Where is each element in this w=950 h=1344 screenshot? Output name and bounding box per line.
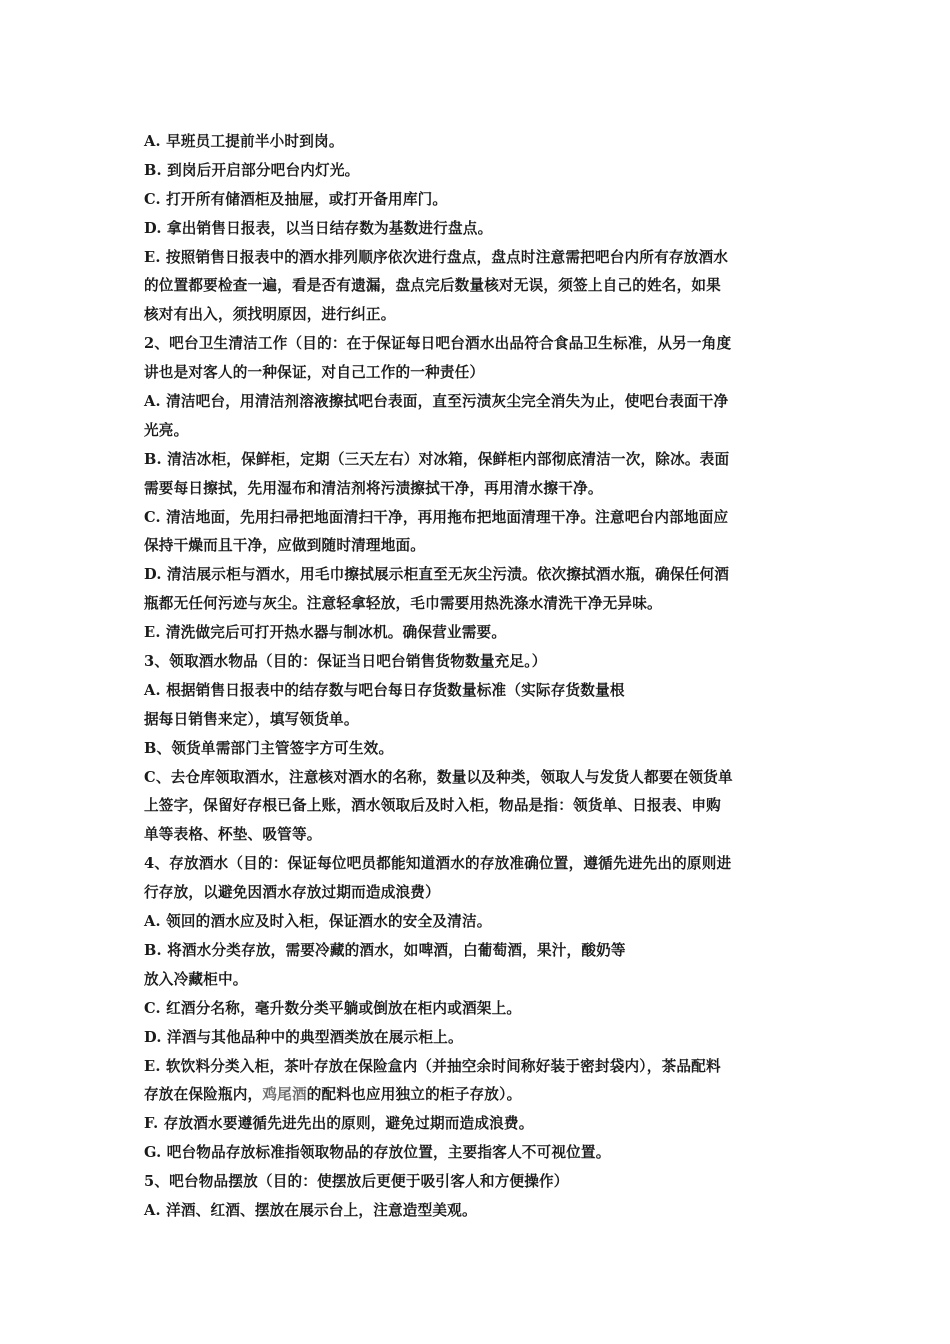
text-line: D. 拿出销售日报表，以当日结存数为基数进行盘点。 [144, 219, 493, 237]
text-line: D. 清洁展示柜与酒水，用毛巾擦拭展示柜直至无灰尘污渍。依次擦拭酒水瓶，确保任何酒 [144, 566, 730, 584]
text-line: G. 吧台物品存放标准指领取物品的存放位置，主要指客人不可视位置。 [144, 1144, 611, 1162]
text-line: B. 清洁冰柜，保鲜柜，定期（三天左右）对冰箱，保鲜柜内部彻底清洁一次，除冰。表面 [144, 450, 730, 468]
text-line: A. 领回的酒水应及时入柜，保证酒水的安全及清洁。 [144, 913, 492, 931]
text-line: A. 早班员工提前半小时到岗。 [144, 133, 344, 150]
text-line: C. 打开所有储酒柜及抽屉，或打开备用库门。 [144, 190, 448, 208]
section-heading-5: 5、吧台物品摆放（目的：使摆放后更便于吸引客人和方便操作） [144, 1173, 569, 1191]
text-line: 讲也是对客人的一种保证，对自己工作的一种责任） [144, 364, 485, 382]
text-line: A. 洋酒、红酒、摆放在展示台上，注意造型美观。 [144, 1201, 477, 1219]
text-line: A. 根据销售日报表中的结存数与吧台每日存货数量标准（实际存货数量根 [144, 681, 625, 699]
text-line: B. 将酒水分类存放，需要冷藏的酒水，如啤酒，白葡萄酒，果汁，酸奶等 [144, 941, 626, 959]
text-line: 保持干燥而且干净，应做到随时清理地面。 [144, 537, 426, 555]
text-line-with-link [144, 1081, 812, 1110]
text-line: 放入冷藏柜中。 [144, 970, 248, 988]
section-heading-4: 4、存放酒水（目的：保证每位吧员都能知道酒水的存放准确位置，遵循先进先出的原则进 [144, 855, 732, 873]
document-body [144, 128, 812, 1226]
text-line: 的位置都要检查一遍，看是否有遗漏，盘点完后数量核对无误，须签上自己的姓名，如果 [144, 277, 721, 295]
text-line: 需要每日擦拭，先用湿布和清洁剂将污渍擦拭干净，再用清水擦干净。 [144, 479, 603, 497]
text-line: B. 到岗后开启部分吧台内灯光。 [144, 161, 360, 179]
text-line: A. 清洁吧台，用清洁剂溶液擦拭吧台表面，直至污渍灰尘完全消失为止，使吧台表面干净 [144, 393, 729, 411]
text-segment: 存放在保险瓶内， [144, 1086, 263, 1104]
text-line: 光亮。 [144, 421, 189, 439]
text-line: C. 红酒分名称，毫升数分类平躺或倒放在柜内或酒架上。 [144, 999, 522, 1017]
cocktail-link[interactable]: 鸡尾酒 [262, 1086, 307, 1104]
text-line: 行存放，以避免因酒水存放过期而造成浪费） [144, 884, 440, 902]
text-line: B、领货单需部门主管签字方可生效。 [144, 739, 394, 757]
text-line: 核对有出入，须找明原因，进行纠正。 [144, 306, 396, 324]
section-heading-3: 3、领取酒水物品（目的：保证当日吧台销售货物数量充足。） [144, 653, 547, 671]
text-line: C. 清洁地面，先用扫帚把地面清扫干净，再用拖布把地面清理干净。注意吧台内部地面应 [144, 508, 729, 526]
text-line: E. 清洗做完后可打开热水器与制冰机。确保营业需要。 [144, 624, 507, 642]
text-line: 上签字，保留好存根已备上账，酒水领取后及时入柜，物品是指：领货单、日报表、申购 [144, 797, 721, 815]
text-line: C、去仓库领取酒水，注意核对酒水的名称，数量以及种类，领取人与发货人都要在领货单 [144, 768, 733, 786]
text-line: D. 洋酒与其他品种中的典型酒类放在展示柜上。 [144, 1028, 463, 1046]
text-line: E. 软饮料分类入柜，茶叶存放在保险盒内（并抽空余时间称好装于密封袋内），茶品配料 [144, 1057, 721, 1075]
section-heading-2: 2、吧台卫生清洁工作（目的：在于保证每日吧台酒水出品符合食品卫生标准，从另一角度 [144, 335, 732, 353]
text-line: F. 存放酒水要遵循先进先出的原则，避免过期而造成浪费。 [144, 1115, 534, 1133]
text-line: 单等表格、杯垫、吸管等。 [144, 826, 322, 844]
text-line: 瓶都无任何污迹与灰尘。注意轻拿轻放，毛巾需要用热洗涤水清洗干净无异味。 [144, 595, 662, 613]
text-segment: 的配料也应用独立的柜子存放）。 [306, 1086, 522, 1104]
text-line: E. 按照销售日报表中的酒水排列顺序依次进行盘点，盘点时注意需把吧台内所有存放酒水 [144, 248, 729, 266]
text-line: 据每日销售来定），填写领货单。 [144, 710, 359, 728]
